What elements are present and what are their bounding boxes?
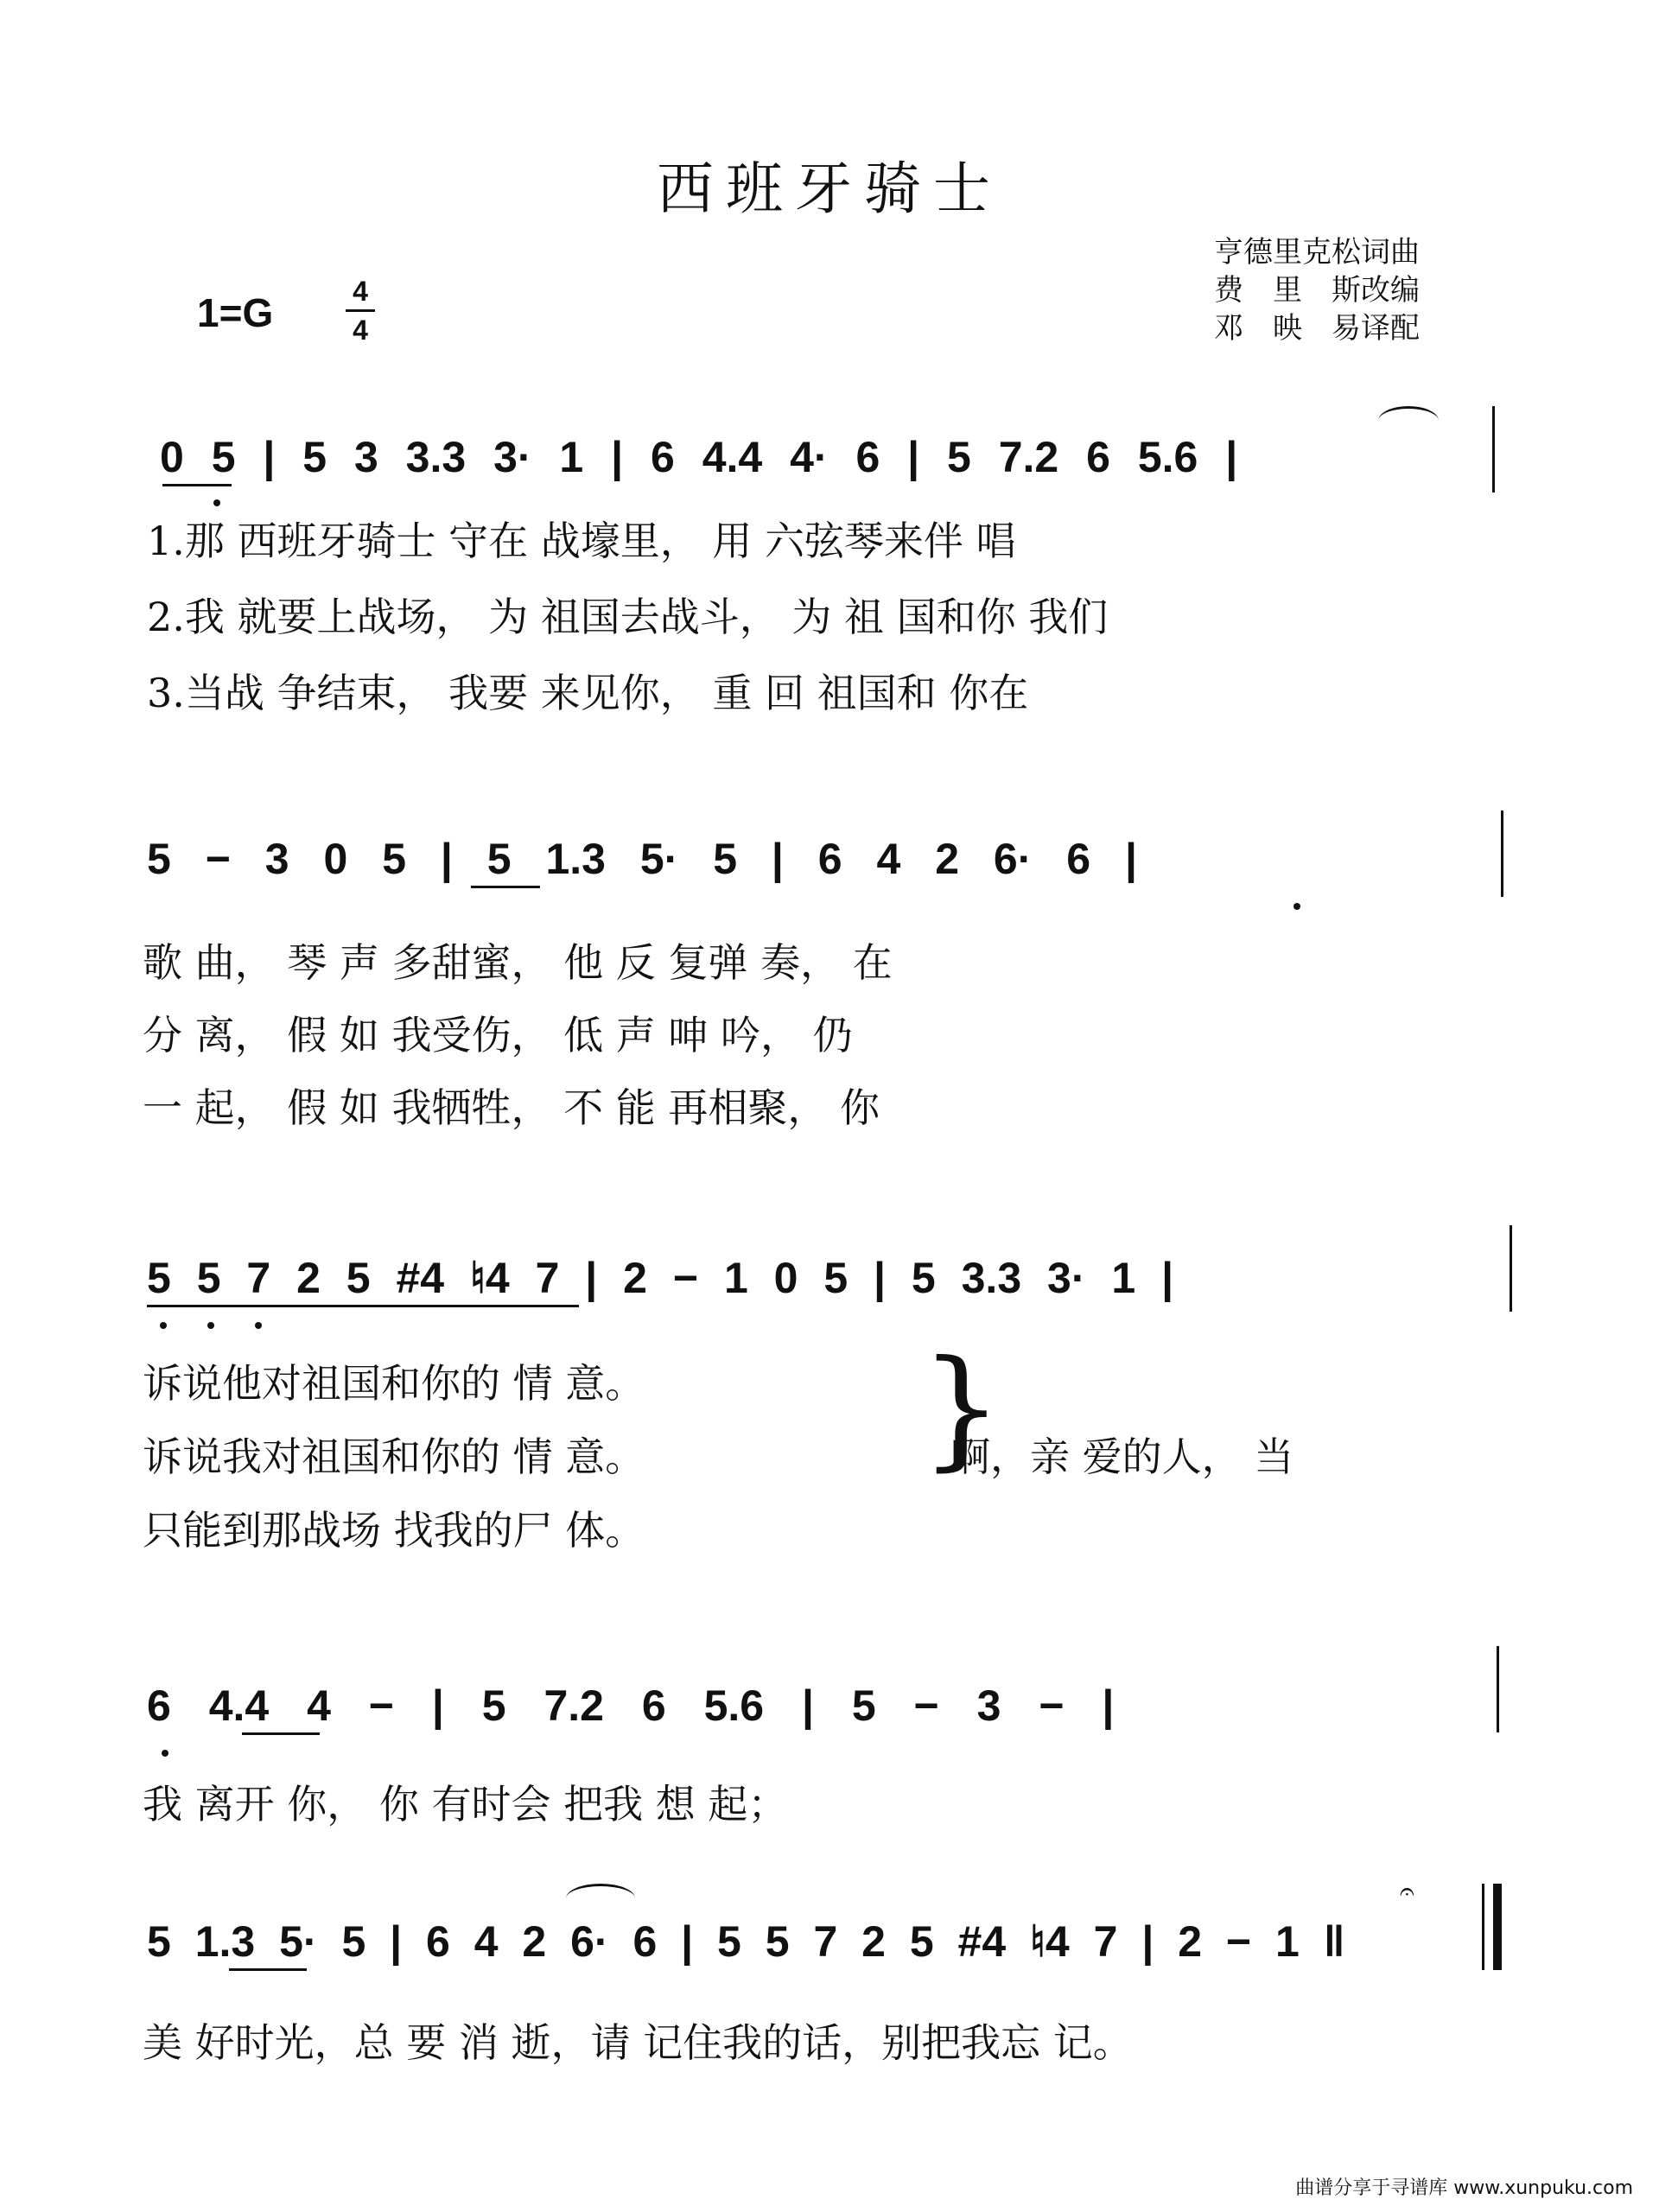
time-signature-top: 4 (353, 276, 368, 307)
low-octave-dot (1294, 903, 1300, 910)
low-octave-dot (160, 1322, 167, 1329)
lyrics-verse-3-line-3: 只能到那战场 找我的尸 体。 (143, 1507, 645, 1554)
underline (162, 484, 232, 486)
page-title: 西班牙骑士 (657, 156, 1002, 222)
underline (471, 886, 540, 888)
time-signature-bottom: 4 (353, 315, 368, 346)
lyrics-verse-2-line-3: 诉说我对祖国和你的 情 意。 (143, 1433, 645, 1480)
lyrics-verse-3-line-2: 一 起， 假 如 我牺牲， 不 能 再相聚， 你 (143, 1084, 880, 1131)
underline (147, 1305, 579, 1307)
verse-brace: } (920, 1333, 1003, 1484)
lyrics-verse-2-line-1: 2.我 就要上战场， 为 祖国去战斗， 为 祖 国和你 我们 (147, 594, 1109, 640)
low-octave-dot (213, 499, 220, 506)
lyrics-verse-1-line-2: 歌 曲， 琴 声 多甜蜜， 他 反 复弹 奏， 在 (143, 939, 893, 986)
notes-line-4: 6 4.4 4 − | 5 7.2 6 5.6 | 5 − 3 − | (147, 1681, 1115, 1730)
lyrics-verse-1-line-1: 1.那 西班牙骑士 守在 战壕里， 用 六弦琴来伴 唱 (147, 518, 1016, 564)
credits (1214, 233, 1420, 347)
low-octave-dot (255, 1322, 262, 1329)
fraction-bar (346, 309, 375, 312)
notes-line-2: 5 − 3 0 5 | 5 1.3 5· 5 | 6 4 2 6· 6 | (147, 835, 1137, 883)
key-signature: 1=G (197, 290, 274, 335)
low-octave-dot (162, 1750, 168, 1757)
barline (1510, 1225, 1512, 1312)
credit-line-arranger: 费 里 斯改编 (1214, 273, 1420, 308)
notes-line-1: 0 5 | 5 3 3.3 3· 1 | 6 4.4 4· 6 | 5 7.2 6 5.6 | (160, 433, 1238, 481)
notes-line-3: 5 5 7 2 5 #4 ♮4 7 | 2 − 1 0 5 | 5 3.3 3· 1 | (147, 1254, 1174, 1302)
lyrics-line-4: 我 离开 你， 你 有时会 把我 想 起； (143, 1781, 788, 1827)
credit-line-translator: 邓 映 易译配 (1214, 311, 1420, 346)
lyrics-verse-3-line-1: 3.当战 争结束， 我要 来见你， 重 回 祖国和 你在 (147, 670, 1029, 716)
underline (242, 1732, 320, 1735)
time-signature (346, 275, 375, 346)
credit-line-composer: 亨德里克松词曲 (1214, 235, 1420, 270)
underline (229, 1968, 307, 1971)
tie-slur (566, 1884, 635, 1898)
barline (1497, 1646, 1499, 1732)
refrain-lyrics: 啊，亲 爱的人， 当 (950, 1433, 1294, 1480)
final-barline (1493, 1884, 1502, 1970)
fermata-icon: 𝄐 (1400, 1877, 1414, 1907)
lyrics-verse-1-line-3: 诉说他对祖国和你的 情 意。 (143, 1360, 645, 1407)
barline (1501, 810, 1503, 897)
notes-line-5: 5 1.3 5· 5 | 6 4 2 6· 6 | 5 5 7 2 5 #4 ♮4 7 | 2 − 1 ‖ (147, 1917, 1345, 1966)
lyrics-verse-2-line-2: 分 离， 假 如 我受伤， 低 声 呻 吟， 仍 (143, 1012, 853, 1058)
tie-slur (1378, 406, 1439, 421)
lyrics-line-5: 美 好时光，总 要 消 逝，请 记住我的话，别把我忘 记。 (143, 2019, 1133, 2066)
low-octave-dot (207, 1322, 214, 1329)
barline (1492, 406, 1495, 493)
barline (1482, 1884, 1484, 1970)
footer-watermark: 曲谱分享于寻谱库 www.xunpuku.com (1295, 2177, 1633, 2199)
